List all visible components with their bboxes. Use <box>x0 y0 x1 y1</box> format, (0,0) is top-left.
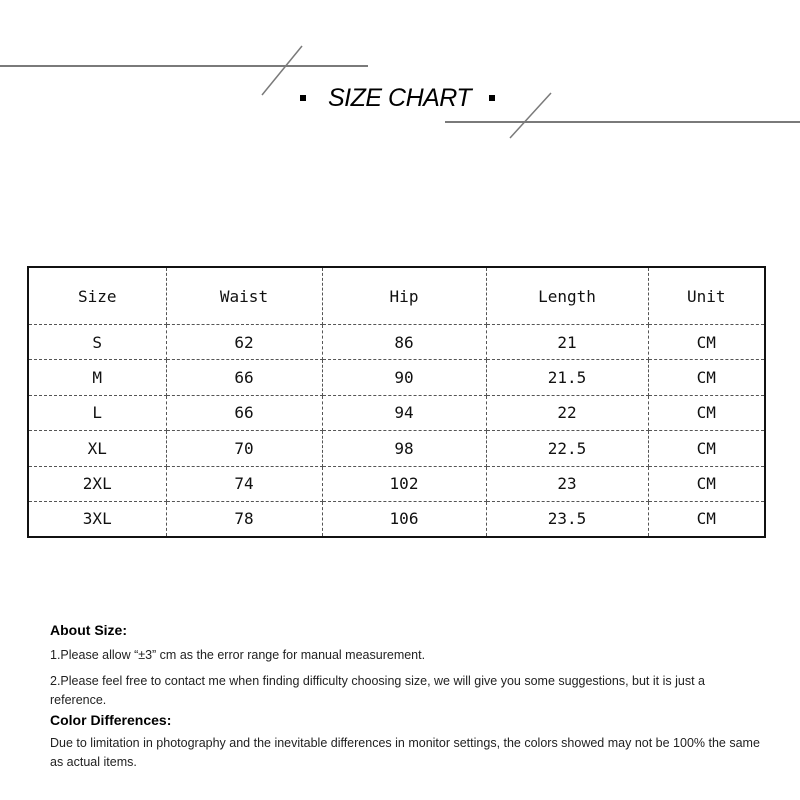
table-row <box>29 360 764 395</box>
title-bar <box>300 78 510 118</box>
table-cell: 70 <box>166 431 322 466</box>
column-header: Length <box>486 268 648 325</box>
table-cell: 3XL <box>29 501 166 536</box>
color-differences-heading: Color Differences: <box>50 712 172 728</box>
table-cell: CM <box>696 509 716 529</box>
table-row <box>29 395 764 430</box>
table-header-row <box>29 268 764 325</box>
bullet-icon <box>489 95 495 101</box>
column-header: Waist <box>166 268 322 325</box>
size-table <box>27 266 766 538</box>
color-differences-note: Due to limitation in photography and the inevitable differences in monitor settings, the colors showed may not be 100% the same as actual items. <box>50 736 760 769</box>
table-cell: 22.5 <box>486 431 648 466</box>
table-cell: 102 <box>322 466 486 501</box>
table-row <box>29 466 764 501</box>
table-cell: CM <box>648 466 764 501</box>
notes-section <box>50 620 760 772</box>
table-cell: L <box>29 395 166 430</box>
table-cell: CM <box>648 325 764 360</box>
table-cell: CM <box>648 360 764 395</box>
table-cell: 86 <box>322 325 486 360</box>
table-row <box>29 501 764 536</box>
table-cell: CM <box>648 395 764 430</box>
table-cell: 21 <box>486 325 648 360</box>
table-cell: 66 <box>166 360 322 395</box>
bullet-icon <box>300 95 306 101</box>
column-header: Hip <box>322 268 486 325</box>
table-cell: XL <box>29 431 166 466</box>
about-size-heading: About Size: <box>50 622 127 638</box>
table-cell: 22 <box>486 395 648 430</box>
table-cell: 94 <box>322 395 486 430</box>
table-cell: 21.5 <box>486 360 648 395</box>
table-cell: 90 <box>322 360 486 395</box>
top-left-slash <box>262 46 302 95</box>
table-cell: M <box>29 360 166 395</box>
page-title: SIZE CHART <box>328 83 472 112</box>
table-cell: 23.5 <box>486 501 648 536</box>
table-cell: CM <box>648 431 764 466</box>
table-row <box>29 325 764 360</box>
table-cell: 2XL <box>29 466 166 501</box>
table-cell: 78 <box>166 501 322 536</box>
about-size-note-2: 2.Please feel free to contact me when finding difficulty choosing size, we will give you some suggestions, but it is just a reference. <box>50 674 705 707</box>
table-cell: 66 <box>166 395 322 430</box>
column-header: Size <box>29 268 166 325</box>
table-cell: 62 <box>166 325 322 360</box>
column-header: Unit <box>648 268 764 325</box>
table-row <box>29 431 764 466</box>
table-cell: 23 <box>486 466 648 501</box>
about-size-note-1: 1.Please allow “±3” cm as the error range for manual measurement. <box>50 648 426 662</box>
bottom-right-slash <box>510 93 551 138</box>
table-cell: 106 <box>322 501 486 536</box>
table-cell: 98 <box>322 431 486 466</box>
table-cell: S <box>29 325 166 360</box>
table-cell: 74 <box>166 466 322 501</box>
